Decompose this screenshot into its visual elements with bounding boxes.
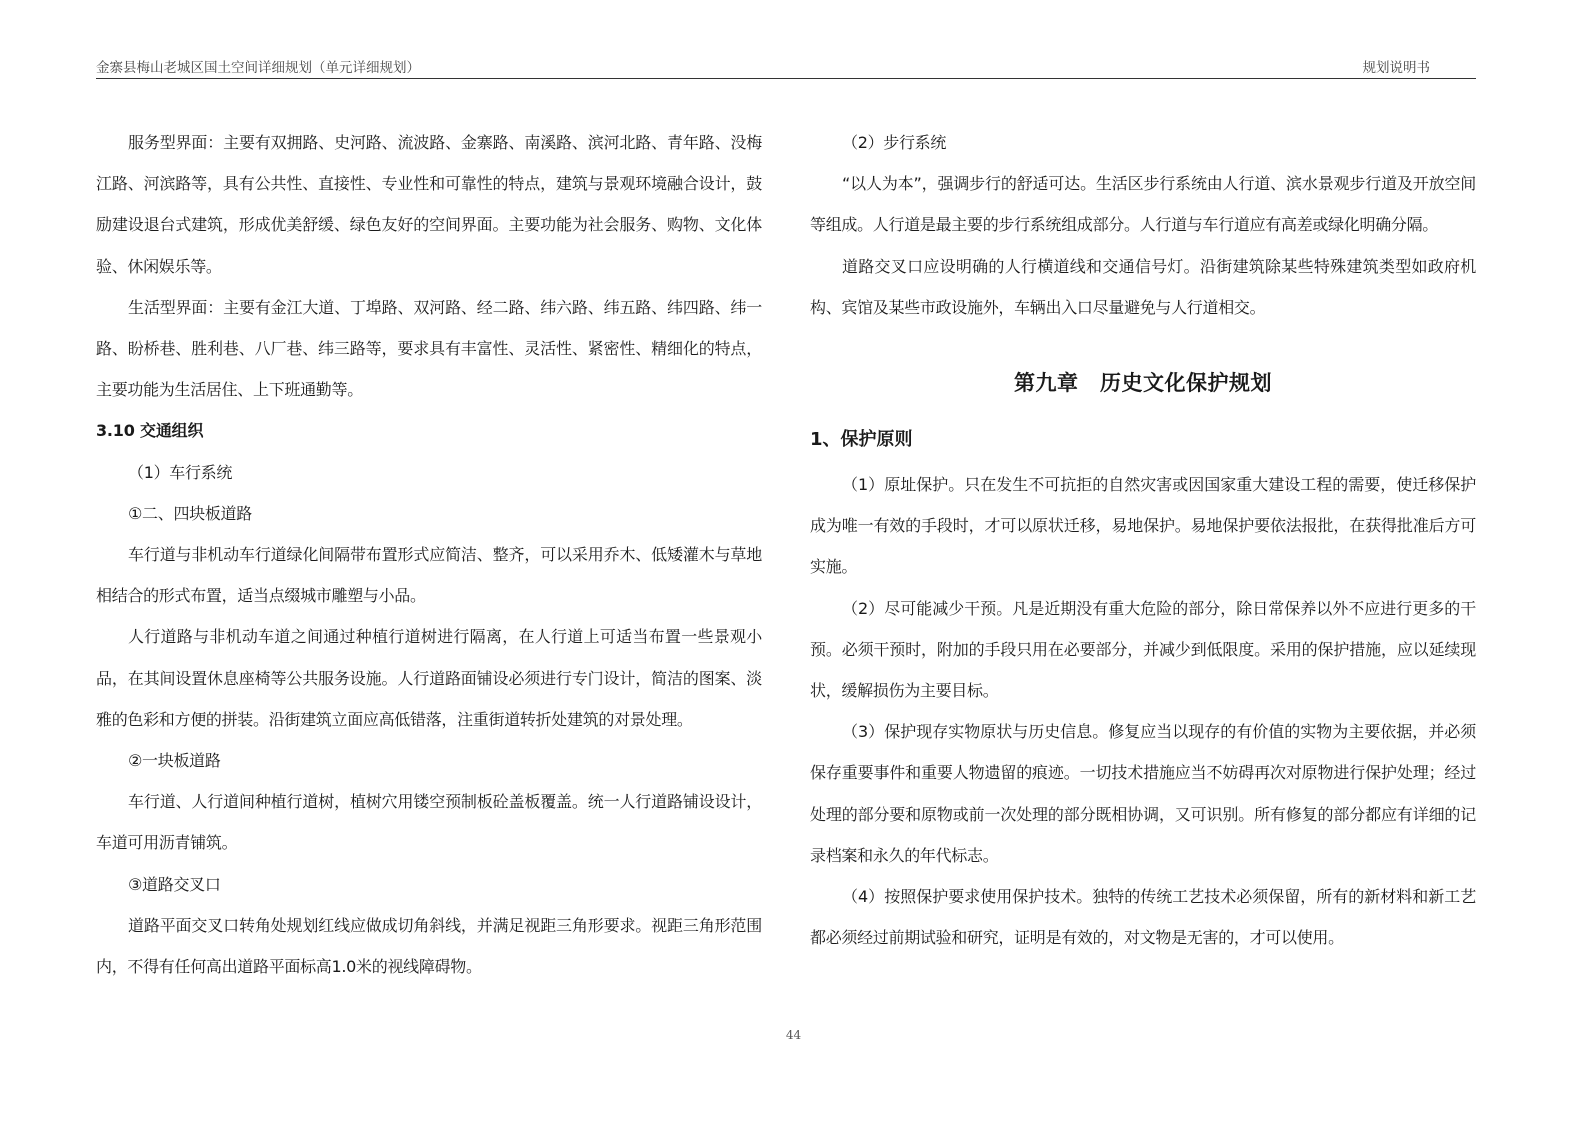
paragraph-crosswalk: 道路交叉口应设明确的人行横道线和交通信号灯。沿街建筑除某些特殊建筑类型如政府机构、宾馆及某些市政设施外，车辆出入口尽量避免与人行道相交。 <box>810 256 1476 317</box>
chapter-title: 第九章 历史文化保护规划 <box>1014 371 1272 396</box>
document-type-label: 规划说明书 <box>1362 60 1430 76</box>
paragraph-living-interface: 生活型界面：主要有金江大道、丁埠路、双河路、经二路、纬六路、纬五路、纬四路、纬一路、盼桥巷、胜利巷、八厂巷、纬三路等，要求具有丰富性、灵活性、紧密性、精细化的特点，主要功能为生活居住、上下班通勤等。 <box>96 297 762 400</box>
item-heading-single-board-road: ②一块板道路 <box>128 751 221 771</box>
paragraph-sidewalk: 人行道路与非机动车道之间通过种植行道树进行隔离，在人行道上可适当布置一些景观小品，在其间设置休息座椅等公共服务设施。人行道路面铺设必须进行专门设计，简洁的图案、淡雅的色彩和方便的拼装。沿街建筑立面应高低错落，注重街道转折处建筑的对景处理。 <box>96 627 762 729</box>
paragraph-green-belt: 车行道与非机动车行道绿化间隔带布置形式应简洁、整齐，可以采用乔木、低矮灌木与草地相结合的形式布置，适当点缀城市雕塑与小品。 <box>96 545 762 606</box>
paragraph-sight-triangle: 道路平面交叉口转角处规划红线应做成切角斜线，并满足视距三角形要求。视距三角形范围内，不得有任何高出道路平面标高1.0米的视线障碍物。 <box>96 915 762 977</box>
document-title: 金寨县梅山老城区国土空间详细规划（单元详细规划） <box>96 60 420 76</box>
item-heading-intersection: ③道路交叉口 <box>128 874 221 894</box>
left-column <box>96 122 762 987</box>
item-heading-multi-board-road: ①二、四块板道路 <box>128 503 252 523</box>
paragraph-service-interface: 服务型界面：主要有双拥路、史河路、流波路、金寨路、南溪路、滨河北路、青年路、没梅江路、河滨路等，具有公共性、直接性、专业性和可靠性的特点，建筑与景观环境融合设计，鼓励建设退台式建筑，形成优美舒缓、绿色友好的空间界面。主要功能为社会服务、购物、文化体验、休闲娱乐等。 <box>96 133 762 276</box>
subheading-vehicle-system: （1）车行系统 <box>128 462 233 482</box>
right-column <box>810 122 1476 958</box>
paragraph-principle-4: （4）按照保护要求使用保护技术。独特的传统工艺技术必须保留，所有的新材料和新工艺都必须经过前期试验和研究，证明是有效的，对文物是无害的，才可以使用。 <box>810 887 1476 948</box>
page-header <box>96 54 1476 79</box>
paragraph-principle-2: （2）尽可能减少干预。凡是近期没有重大危险的部分，除日常保养以外不应进行更多的干预。必须干预时，附加的手段只用在必要部分，并减少到低限度。采用的保护措施，应以延续现状，缓解损伤为主要目标。 <box>810 598 1476 701</box>
paragraph-principle-1: （1）原址保护。只在发生不可抗拒的自然灾害或因国家重大建设工程的需要，使迁移保护成为唯一有效的手段时，才可以原状迁移，易地保护。易地保护要依法报批，在获得批准后方可实施。 <box>810 475 1476 577</box>
subheading-pedestrian-system: （2）步行系统 <box>842 133 947 152</box>
subheading-protection-principles: 1、保护原则 <box>810 429 913 451</box>
section-heading-traffic: 3.10 交通组织 <box>96 421 204 441</box>
paragraph-street-trees: 车行道、人行道间种植行道树，植树穴用镂空预制板砼盖板覆盖。统一人行道路铺设设计，车道可用沥青铺筑。 <box>96 792 762 853</box>
paragraph-principle-3: （3）保护现存实物原状与历史信息。修复应当以现存的有价值的实物为主要依据，并必须保存重要事件和重要人物遗留的痕迹。一切技术措施应当不妨碍再次对原物进行保护处理；经过处理的部分要和原物或前一次处理的部分既相协调，又可识别。所有修复的部分都应有详细的记录档案和永久的年代标志。 <box>810 722 1476 865</box>
paragraph-people-oriented: “以人为本”，强调步行的舒适可达。生活区步行系统由人行道、滨水景观步行道及开放空间等组成。人行道是最主要的步行系统组成部分。人行道与车行道应有高差或绿化明确分隔。 <box>810 174 1476 235</box>
page-number: 44 <box>785 1028 802 1042</box>
